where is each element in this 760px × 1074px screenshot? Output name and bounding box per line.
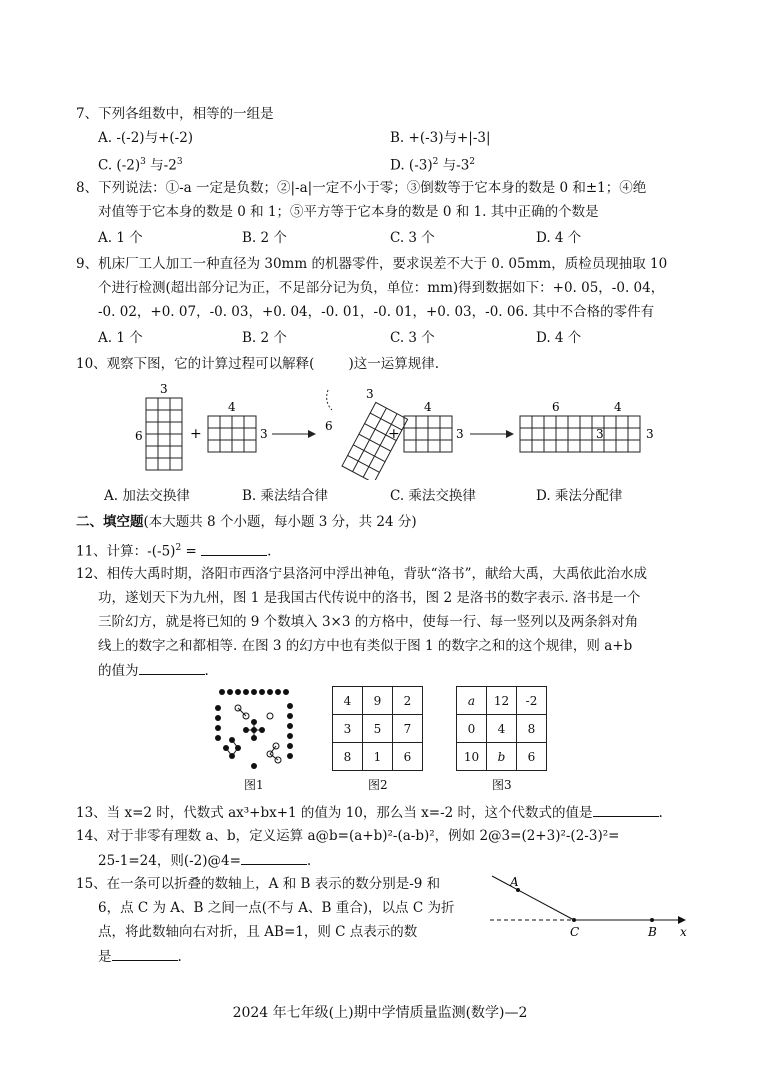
grid1-side-label: 6: [135, 429, 143, 443]
q12-line2: 功，遂划天下为九州，图 1 是我国古代传说中的洛书，图 2 是洛书的数字表示. 洛书是一个: [98, 590, 641, 606]
grid-4x3-second: [404, 416, 452, 452]
folded-segment: [492, 876, 574, 920]
grid5-side-label: 3: [646, 427, 654, 441]
label-x: x: [680, 925, 687, 939]
grid-10x3: [520, 416, 640, 452]
q12-line1: 12、相传大禹时期，洛阳市西洛宁县洛河中浮出神龟，背驮“洛书”，献给大禹，大禹依此治水成: [76, 566, 647, 582]
q9-option-b: B. 2 个: [242, 330, 287, 346]
q10-option-c: C. 乘法交换律: [390, 488, 476, 504]
q9-stem-line2: 个进行检测(超出部分记为正，不足部分记为负，单位：mm)得到数据如下：+0. 05，-0. 04，: [98, 280, 665, 296]
grid5-mid-label: 3: [596, 427, 604, 441]
rotated-top-label: 3: [366, 387, 374, 401]
q7-option-c: C. $(-2)^3$ 与$-2^3$: [98, 157, 183, 174]
q7-option-b: B. +(-3)与+|-3|: [390, 130, 491, 146]
q9-option-d: D. 4 个: [536, 330, 582, 346]
fig2-caption: 图2: [368, 778, 388, 792]
q8-option-d: D. 4 个: [536, 230, 582, 246]
q8-stem-line2: 对值等于它本身的数是 0 和 1；⑤平方等于它本身的数是 0 和 1. 其中正确的个数是: [98, 204, 599, 220]
q12-line4: 线上的数字之和都相等. 在图 3 的幻方中也有类似于图 1 的数字之和的这个规律，则 a+b: [98, 638, 633, 654]
q15-line4: 是 .: [98, 946, 182, 967]
rotated-side-label: 6: [325, 419, 333, 433]
q13-stem: 13、当 x=2 时，代数式 ax³+bx+1 的值为 10，那么当 x=-2 时，这个代数式的值是 .: [76, 802, 663, 823]
point-b: [650, 918, 654, 922]
q12-line3: 三阶幻方，就是将已知的 9 个数填入 3×3 的方格中，使每一行、每一竖列以及两条斜对角: [98, 614, 639, 630]
q7-stem: 7、下列各组数中，相等的一组是: [76, 106, 274, 122]
q10-stem: 10、观察下图，它的计算过程可以解释( )这一运算规律.: [76, 356, 440, 372]
plus-sign-1: +: [190, 426, 202, 442]
grid4-top-label: 4: [424, 400, 432, 414]
grid4-side-label: 3: [456, 427, 464, 441]
q14-line2: 25-1=24，则(-2)@4= .: [98, 850, 311, 871]
grid2-side-label: 3: [260, 427, 268, 441]
q15-line2: 6，点 C 为 A、B 之间一点(不与 A、B 重合)，以点 C 为折: [98, 900, 455, 916]
q10-option-a: A. 加法交换律: [104, 488, 190, 504]
arrow-2-head: [506, 430, 514, 438]
magic-square-fig3: a 12 -2 0 4 8 10 b 6: [456, 686, 547, 771]
q15-answer-blank[interactable]: [112, 946, 178, 961]
magic-square-fig2: 4 9 2 3 5 7 8 1 6: [332, 686, 423, 771]
label-a: A: [510, 875, 519, 889]
q9-option-c: C. 3 个: [390, 330, 435, 346]
q8-option-a: A. 1 个: [98, 230, 143, 246]
grid-3x6: [146, 398, 182, 470]
page-footer: 2024 年七年级(上)期中学情质量监测(数学)—2: [232, 1005, 528, 1021]
q10-option-b: B. 乘法结合律: [242, 488, 329, 504]
axis-arrow: [678, 916, 686, 924]
q7-option-d: D. $(-3)^2$ 与$-3^2$: [390, 157, 476, 174]
q8-option-c: C. 3 个: [390, 230, 435, 246]
q14-line1: 14、对于非零有理数 a、b，定义运算 a@b=(a+b)²-(a-b)²，例如 2@3=(2+3)²-(2-3)²=: [76, 828, 620, 844]
folded-number-line: [484, 868, 690, 940]
point-c: [572, 918, 576, 922]
grid2-top-label: 4: [228, 400, 236, 414]
q12-line5: 的值为 .: [98, 660, 209, 681]
label-c: C: [570, 925, 580, 939]
rotate-curve: [327, 390, 332, 410]
grid5-top-label-6: 6: [552, 400, 560, 414]
q15-line1: 15、在一条可以折叠的数轴上，A 和 B 表示的数分别是-9 和: [76, 876, 441, 892]
fig3-caption: 图3: [492, 778, 512, 792]
plus-sign-2: +: [388, 426, 400, 442]
q9-option-a: A. 1 个: [98, 330, 143, 346]
q10-figure: [120, 380, 680, 480]
q8-stem-line1: 8、下列说法：①-a 一定是负数；②|-a|一定不小于零；③倒数等于它本身的数是 0 和±1；④绝: [76, 180, 647, 196]
grid1-top-label: 3: [160, 382, 168, 396]
q11-stem: 11、计算：$-(-5)^2$ = .: [76, 538, 271, 562]
section2-header: 二、填空题(本大题共 8 个小题，每小题 3 分，共 24 分): [76, 514, 417, 530]
q8-option-b: B. 2 个: [242, 230, 287, 246]
grid-4x3: [208, 416, 256, 452]
q9-stem-line3: -0. 02，+0. 07，-0. 03，+0. 04，-0. 01，-0. 01，+0. 03，-0. 06. 其中不合格的零件有: [98, 304, 655, 320]
q11-answer-blank[interactable]: [201, 541, 267, 556]
fig1-caption: 图1: [244, 778, 264, 792]
arrow-1-head: [308, 430, 316, 438]
q13-answer-blank[interactable]: [593, 802, 659, 817]
q10-option-d: D. 乘法分配律: [536, 488, 623, 504]
q15-line3: 点，将此数轴向右对折，且 AB=1，则 C 点表示的数: [98, 924, 418, 940]
grid5-top-label-4: 4: [614, 400, 622, 414]
q14-answer-blank[interactable]: [241, 850, 307, 865]
q9-stem-line1: 9、机床厂工人加工一种直径为 30mm 的机器零件，要求误差不大于 0. 05mm，质检员现抽取 10: [76, 256, 668, 272]
q12-answer-blank[interactable]: [139, 660, 205, 675]
label-b: B: [648, 925, 657, 939]
q7-option-a: A. -(-2)与+(-2): [98, 130, 194, 146]
luoshu-figure: [210, 686, 300, 772]
